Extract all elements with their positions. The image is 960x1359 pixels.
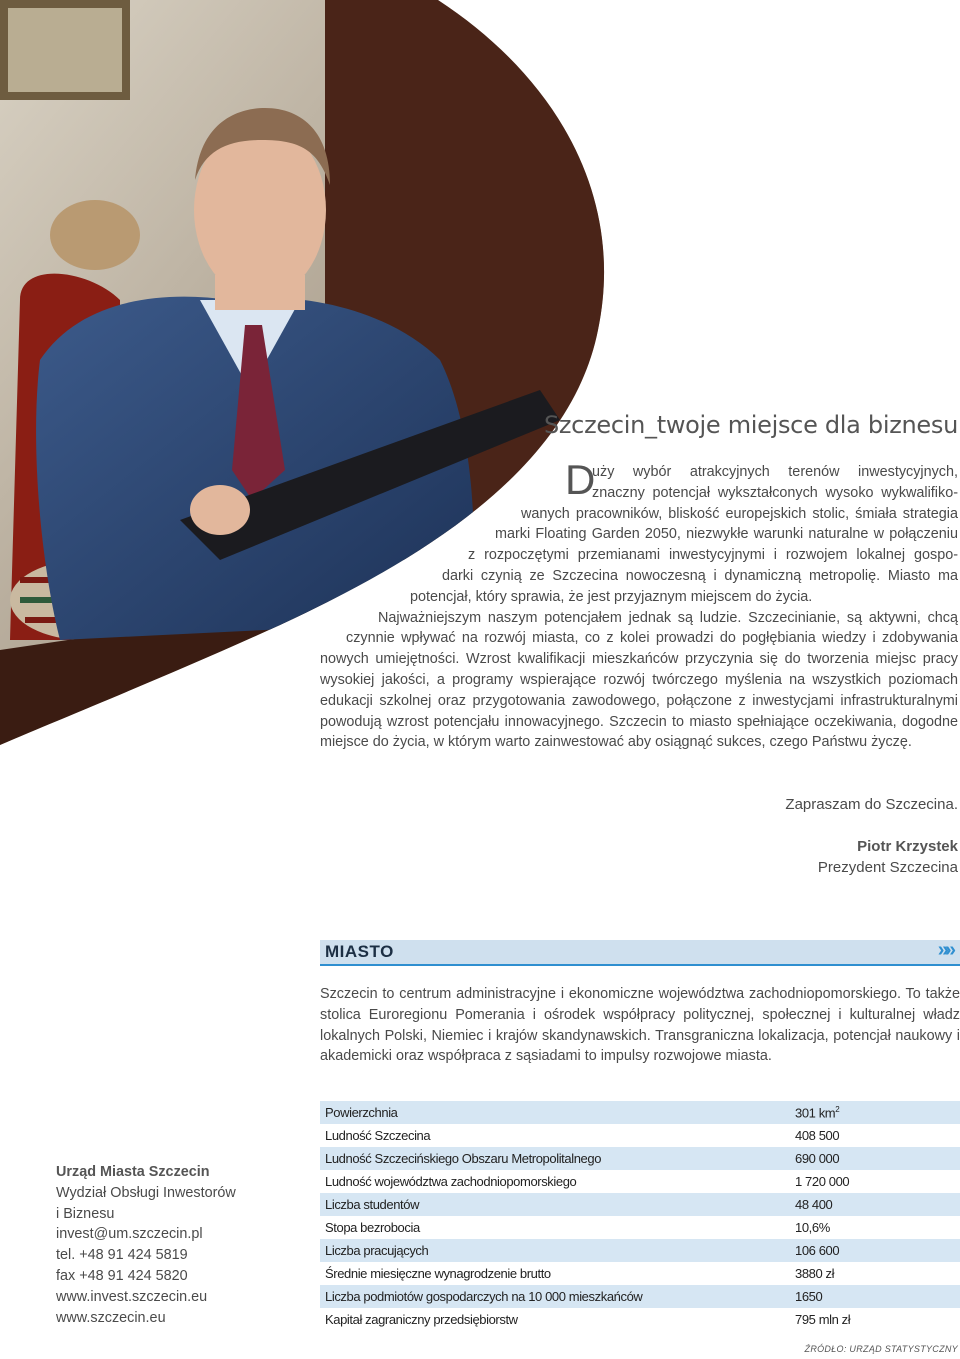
signature-role: Prezydent Szczecina	[817, 859, 958, 876]
source-note: ŹRÓDŁO: URZĄD STATYSTYCZNY	[804, 1344, 958, 1354]
table-row	[320, 1285, 960, 1308]
contact-org: Urząd Miasta Szczecin	[56, 1164, 210, 1180]
stat-label: Liczba podmiotów gospodarczych na 10 000 mieszkańców	[320, 1285, 790, 1308]
intro-line: Najważniejszym naszym potencjałem jednak są ludzie. Szczecinianie, są aktywni, chcą	[378, 609, 958, 626]
intro-line: wysokiej jakości, a programy wspierające rozwój twórczego myślenia na wszystkich poziomach	[320, 672, 958, 688]
stat-label: Ludność województwa zachodniopomorskiego	[320, 1170, 790, 1193]
intro-line: nowych umiejętności. Wzrost kwalifikacji mieszkańców przyczynia się do tworzenia miejsc pracy	[320, 651, 958, 668]
stat-value: 10,6%	[790, 1216, 960, 1239]
intro-line: powodują wzrost potencjału innowacyjnego. Szczecin to miasto spełniające oczekiwania, dogodne	[320, 713, 958, 730]
stat-label: Ludność Szczecińskiego Obszaru Metropolitalnego	[320, 1147, 790, 1170]
table-row	[320, 1308, 960, 1331]
intro-line: potencjał, który sprawia, że jest przyjaznym miejscem do życia.	[410, 588, 813, 605]
intro-line: edukacji szkolnej oraz przygotowania zawodowego, połączone z inwestycjami infrastrukturalnymi	[320, 692, 958, 709]
intro-line: miejsce do życia, w którym warto zainwestować aby osiągnąć sukces, czego Państwu życzę.	[320, 734, 912, 751]
signature-name	[857, 838, 958, 855]
stat-value-sup: 2	[835, 1104, 840, 1114]
table-row	[320, 1101, 960, 1124]
page-title: Szczecin_twoje miejsce dla biznesu	[543, 411, 958, 439]
stat-label: Średnie miesięczne wynagrodzenie brutto	[320, 1262, 790, 1285]
stat-label: Ludność Szczecina	[320, 1124, 790, 1147]
intro-line: darki czynią ze Szczecina nowoczesną i dynamiczną metropolię. Miasto ma	[442, 568, 958, 584]
stat-value: 795 mln zł	[790, 1308, 960, 1331]
stat-value: 1 720 000	[790, 1170, 960, 1193]
intro-line: czynnie wpływać na rozwój miasta, co z kolei prowadzi do pogłębiania wiedzy i zdobywania	[346, 630, 958, 647]
table-row	[320, 1124, 960, 1147]
intro-line: z rozpoczętymi przemianami inwestycyjnymi i rozwojem lokalnej gospo-	[468, 547, 958, 564]
intro-line: marki Floating Garden 2050, niezwykłe warunki naturalne w połączeniu	[495, 526, 958, 543]
contact-email[interactable]: invest@um.szczecin.pl	[56, 1226, 203, 1243]
stat-value	[790, 1101, 960, 1124]
contact-block	[56, 1162, 236, 1328]
stat-value: 690 000	[790, 1147, 960, 1170]
stat-value: 408 500	[790, 1124, 960, 1147]
signature-invite: Zapraszam do Szczecina.	[785, 796, 958, 813]
contact-dept: i Biznesu	[56, 1205, 115, 1222]
section-text: Szczecin to centrum administracyjne i ekonomiczne województwa zachodniopomorskiego. To także stolica Euroregionu Pomerania i ośrodek współpracy politycznej, społecznej i kulturalnej władz lokalnych Polski, Niemiec i krajów skandynawskich. Transgraniczna lokalizacja, potencjał naukowy i akademicki oraz współpraca z sąsiadami to impulsy rozwojowe miasta.	[320, 986, 960, 1065]
signature-name-text: Piotr Krzystek	[857, 838, 958, 855]
stat-value: 3880 zł	[790, 1262, 960, 1285]
stat-label: Powierzchnia	[320, 1101, 790, 1124]
stat-label: Kapitał zagraniczny przedsiębiorstw	[320, 1308, 790, 1331]
chevron-right-icon: »»	[937, 939, 952, 961]
contact-web-city[interactable]: www.szczecin.eu	[56, 1309, 166, 1326]
stat-value: 1650	[790, 1285, 960, 1308]
stat-value-text: 301 km	[795, 1105, 836, 1121]
stat-value: 106 600	[790, 1239, 960, 1262]
contact-dept: Wydział Obsługi Inwestorów	[56, 1184, 236, 1201]
table-row	[320, 1193, 960, 1216]
stat-label: Liczba pracujących	[320, 1239, 790, 1262]
stat-label: Stopa bezrobocia	[320, 1216, 790, 1239]
table-row	[320, 1170, 960, 1193]
intro-line: uży wybór atrakcyjnych terenów inwestycyjnych,	[592, 464, 958, 480]
table-row	[320, 1262, 960, 1285]
stats-table	[320, 1101, 960, 1331]
contact-fax: fax +48 91 424 5820	[56, 1267, 188, 1284]
table-row	[320, 1239, 960, 1262]
drop-cap: D	[565, 456, 596, 503]
stat-value: 48 400	[790, 1193, 960, 1216]
section-header-miasto	[320, 940, 960, 966]
contact-web-invest[interactable]: www.invest.szczecin.eu	[56, 1288, 208, 1305]
contact-tel: tel. +48 91 424 5819	[56, 1247, 188, 1264]
section-label: MIASTO	[325, 942, 394, 961]
intro-line: znaczny potencjał wykształconych wysoko wykwalifiko-	[592, 484, 958, 501]
intro-line: wanych pracowników, bliskość europejskich stolic, śmiała strategia	[521, 505, 958, 522]
stat-label: Liczba studentów	[320, 1193, 790, 1216]
table-row	[320, 1147, 960, 1170]
table-row	[320, 1216, 960, 1239]
